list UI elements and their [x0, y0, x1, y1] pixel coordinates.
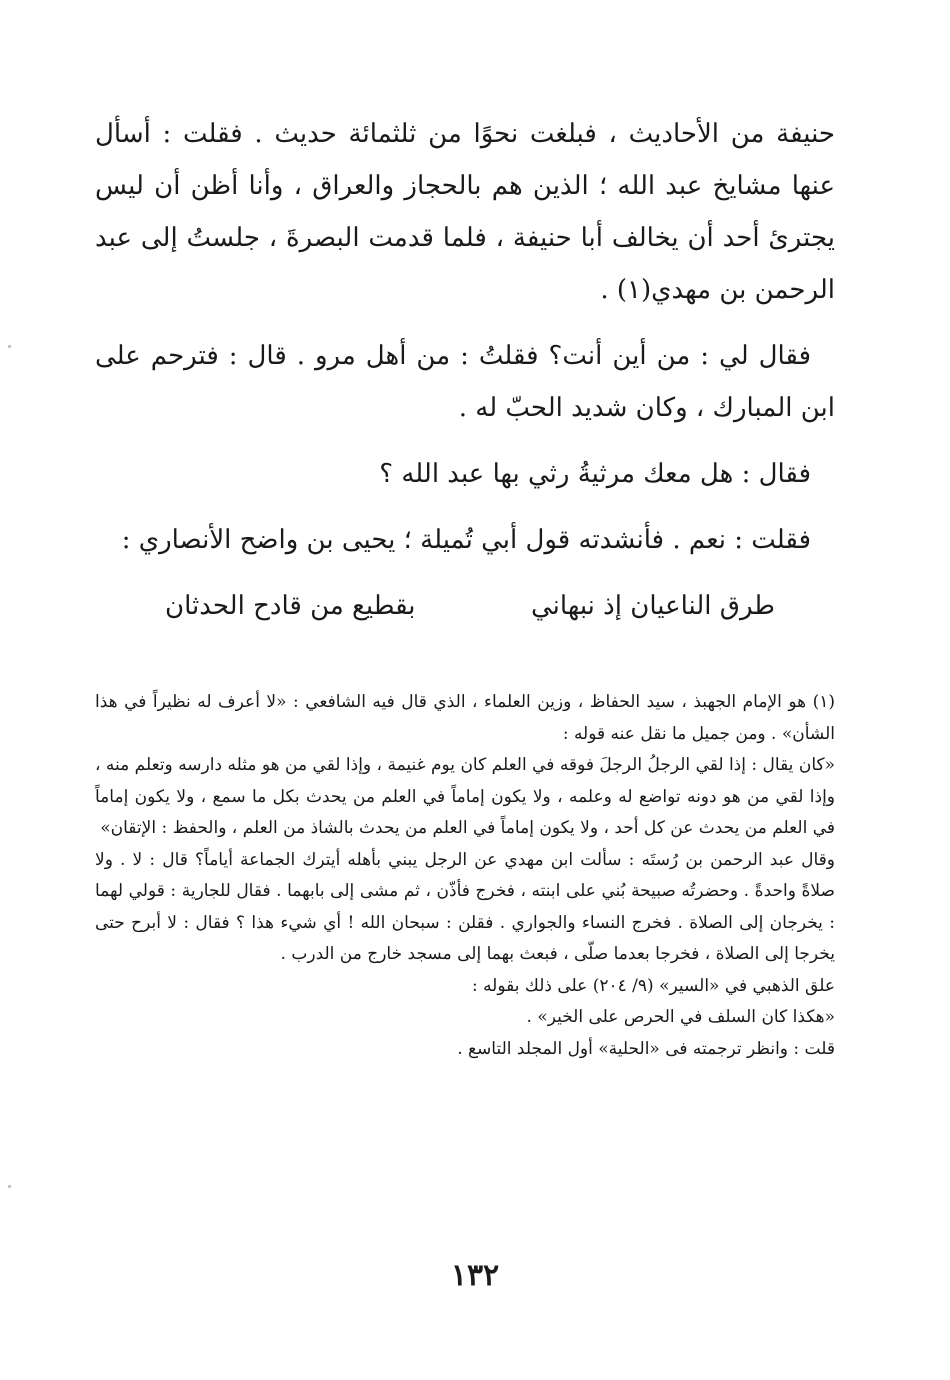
paragraph-4: فقلت : نعم . فأنشدته قول أبي تُميلة ؛ يحيى بن واضح الأنصاري : — [121, 525, 811, 555]
footnote-reference: قلت : وانظر ترجمته فى «الحلية» أول المجلد التاسع . — [457, 1038, 835, 1059]
paragraph-1: حنيفة من الأحاديث ، فبلغت نحوًا من ثلثمائة حديث . فقلت : أسأل عنها مشايخ عبد الله ؛ الذين هم بالحجاز والعراق ، وأنا أظن أن ليس يجترئ أحد أن يخالف أبا حنيفة ، فلما قدمت البصرةَ ، جلستُ إلى عبد الرحمن بن مهدي(١) . — [95, 119, 835, 305]
paragraph-2: فقال لي : من أين أنت؟ فقلتُ : من أهل مرو . قال : فترحم على ابن المبارك ، وكان شديد الحبّ له . — [95, 341, 835, 423]
footnotes — [95, 687, 835, 1065]
verse-second-hemistich: بقطيع من قادح الحدثان — [165, 591, 416, 621]
scan-speck — [8, 345, 11, 348]
page-content — [95, 108, 835, 1065]
footnote-1: (١) هو الإمام الجهبذ ، سيد الحفاظ ، وزين العلماء ، الذي قال فيه الشافعي : «لا أعرف له نظيراً في هذا الشأن» . ومن جميل ما نقل عنه قوله : — [95, 692, 835, 744]
scan-speck — [8, 1185, 11, 1188]
footnote-dhahabi: علق الذهبي في «السير» (٩/ ٢٠٤) على ذلك بقوله : — [471, 975, 835, 996]
page-number: ١٣٢ — [450, 1258, 500, 1293]
verse-first-hemistich: طرق الناعيان إذ نبهاني — [531, 591, 775, 621]
main-text — [95, 108, 835, 566]
footnote-story: وقال عبد الرحمن بن رُستَه : سألت ابن مهدي عن الرجل يبني بأهله أيترك الجماعة أياماً؟ قال : لا . ولا صلاةً واحدةً . وحضرتُه صبيحة بُني على ابنته ، فخرج فأذّن ، ثم مشى إلى بابهما . فقال للجارية : قولي لهما : يخرجان إلى الصلاة . فخرج النساء والجواري . فقلن : سبحان الله ! أي شيء هذا ؟ فقال : لا أبرح حتى يخرجا إلى الصلاة ، فخرجا بعدما صلّى ، فبعث بهما إلى مسجد خارج من الدرب . — [95, 849, 835, 964]
paragraph-3: فقال : هل معك مرثيةُ رثي بها عبد الله ؟ — [379, 459, 811, 489]
footnote-dhahabi-quote: «هكذا كان السلف في الحرص على الخير» . — [526, 1007, 835, 1027]
poem-verse — [95, 580, 835, 632]
footnote-quote: «كان يقال : إذا لقي الرجلُ الرجلَ فوقه في العلم كان يوم غنيمة ، وإذا لقي من هو مثله دارسه وتعلم منه ، وإذا لقي من هو دونه تواضع له وعلمه ، ولا يكون إماماً في العلم من يحدث بكل ما سمع ، ولا يكون إماماً في العلم من يحدث عن كل أحد ، ولا يكون إماماً في العلم من يحدث بالشاذ من العلم ، والحفظ : الإتقان» — [95, 755, 835, 838]
